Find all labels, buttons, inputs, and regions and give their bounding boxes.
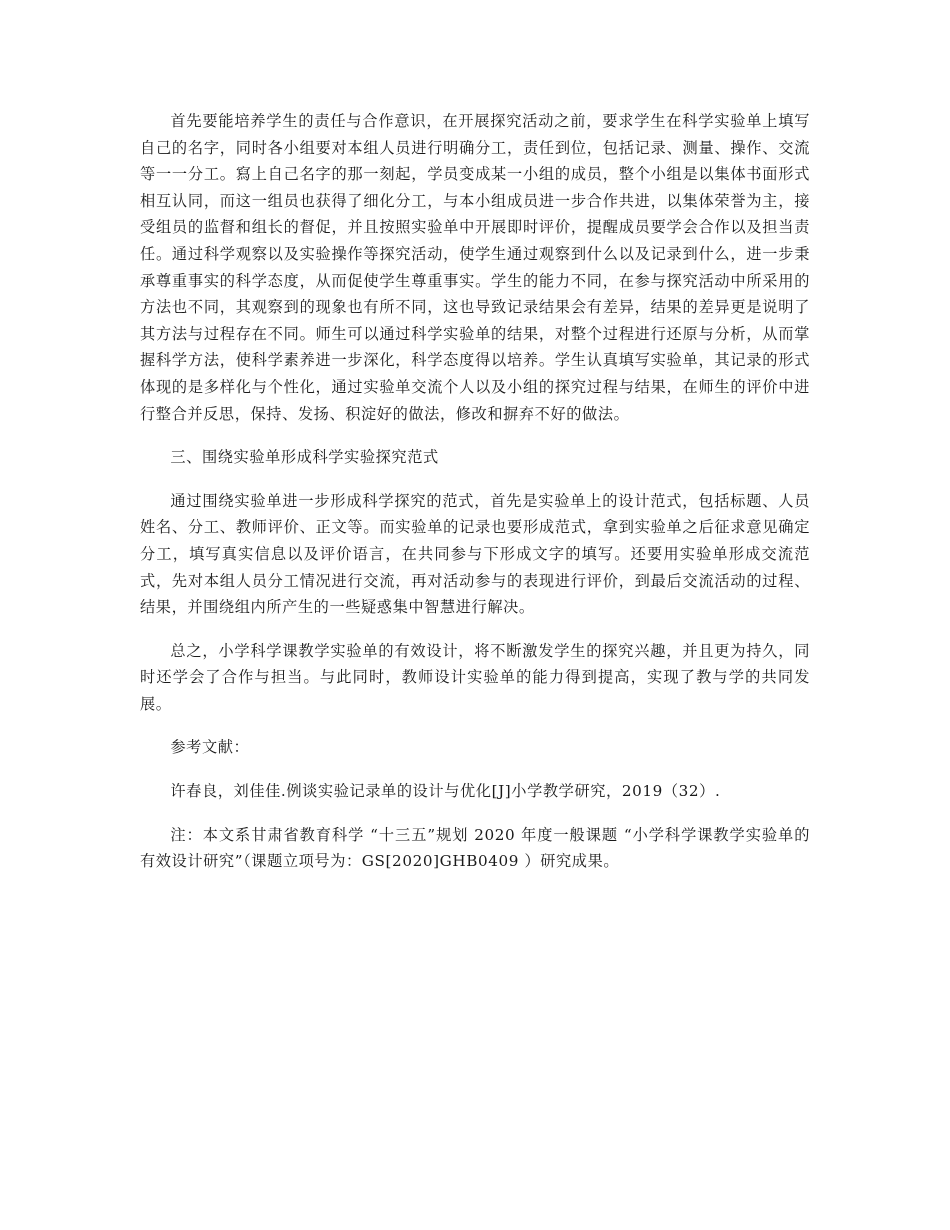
footnote: 注：本文系甘肃省教育科学 “十三五”规划 2020 年度一般课题 “小学科学课教学实验单的有效设计研究”（课题立项号为：GS[2020]GHB0409 ）研究成果。 xyxy=(140,825,810,871)
body-paragraph-conclusion: 总之，小学科学课教学实验单的有效设计，将不断激发学生的探究兴趣，并且更为持久，同时还学会了合作与担当。与此同时，教师设计实验单的能力得到提高，实现了教与学的共同发展。 xyxy=(140,641,810,713)
section-heading: 三、围绕实验单形成科学实验探究范式 xyxy=(170,448,439,467)
reference-item: 许春良，刘佳佳.例谈实验记录单的设计与优化[J]小学教学研究，2019（32）. xyxy=(170,782,721,801)
body-paragraph-paradigm: 通过围绕实验单进一步形成科学探究的范式，首先是实验单上的设计范式，包括标题、人员姓名、分工、教师评价、正文等。而实验单的记录也要形成范式，拿到实验单之后征求意见确定分工，填写真实信息以及评价语言，在共同参与下形成文字的填写。还要用实验单形成交流范式，先对本组人员分工情况进行交流，再对活动参与的表现进行评价，到最后交流活动的过程、结果，并围绕组内所产生的一些疑惑集中智慧进行解决。 xyxy=(140,491,810,617)
references-label: 参考文献： xyxy=(170,738,250,757)
body-paragraph-responsibility: 首先要能培养学生的责任与合作意识，在开展探究活动之前，要求学生在科学实验单上填写自己的名字，同时各小组要对本组人员进行明确分工，责任到位，包括记录、测量、操作、交流等一一分工。寫上自己名字的那一刻起，学员变成某一小组的成员，整个小组是以集体书面形式相互认同，而这一组员也获得了细化分工，与本小组成员进一步合作共进，以集体荣誉为主，接受组员的监督和组长的督促，并且按照实验单中开展即时评价，提醒成员要学会合作以及担当责任。通过科学观察以及实验操作等探究活动，使学生通过观察到什么以及记录到什么，进一步秉承尊重事实的科学态度，从而促使学生尊重事实。学生的能力不同，在参与探究活动中所采用的方法也不同，其观察到的现象也有所不同，这也导致记录结果会有差异，结果的差异更是说明了其方法与过程存在不同。师生可以通过科学实验单的结果，对整个过程进行还原与分析，从而掌握科学方法，使科学素养进一步深化，科学态度得以培养。学生认真填写实验单，其记录的形式体现的是多样化与个性化，通过实验单交流个人以及小组的探究过程与结果，在师生的评价中进行整合并反思，保持、发扬、积淀好的做法，修改和摒弃不好的做法。 xyxy=(140,112,810,423)
document-page xyxy=(140,108,810,875)
